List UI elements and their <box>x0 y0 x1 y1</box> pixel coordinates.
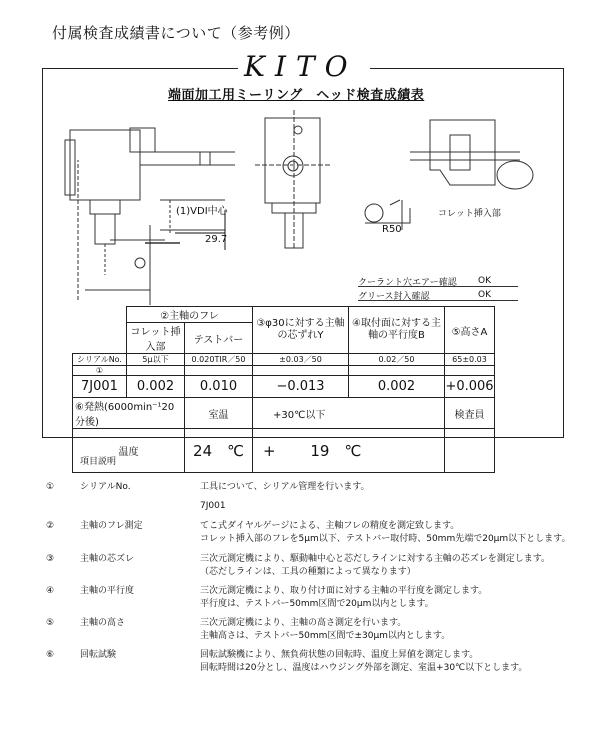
collet-spec: 5μ以下 <box>127 354 185 366</box>
height-value: +0.006 <box>445 376 495 398</box>
inspector-signature-box <box>445 429 495 473</box>
check-divider <box>358 300 518 301</box>
room-temp-label: 室温 <box>185 398 253 429</box>
plus30-label: +30℃以下 <box>253 398 445 429</box>
item-2-line-2: コレット挿入部のフレを5μm以下、テストバー取付時、50mm先端で20μm以下とします。 <box>200 534 571 544</box>
item-1-line-3: 7J001 <box>200 501 226 511</box>
phi30-header: ③φ30に対する主軸の芯ずれY <box>253 307 349 354</box>
page-title: 付属検査成績書について（参考例） <box>52 24 300 42</box>
grease-check-label: グリース封入確認 <box>358 292 430 302</box>
temp-rise-value: 19 ℃ <box>310 442 362 460</box>
item-4-line-2: 平行度は、テストバー50mm区間で20μm以内とします。 <box>200 599 434 609</box>
item-4-num: ④ <box>46 586 55 596</box>
collet-insert-header: コレット挿入部 <box>127 323 185 354</box>
heat-header: ⑥発熱(6000min⁻¹20分後) <box>73 398 185 429</box>
item-6-label: 回転試験 <box>80 650 117 660</box>
height-header: ⑤高さA <box>445 307 495 354</box>
item-1-line-1: 工具について、シリアル管理を行います。 <box>200 482 370 492</box>
item-2-label: 主軸のフレ測定 <box>80 521 143 531</box>
room-temp-value: 24 ℃ <box>185 429 253 473</box>
phi30-value: −0.013 <box>253 376 349 398</box>
serial-header: シリアルNo. <box>73 354 127 366</box>
serial-num: ① <box>73 366 127 376</box>
item-6-line-2: 回転時間は20分とし、温度はハウジング外部を測定、室温+30℃以下とします。 <box>200 663 528 673</box>
item-6-line-1: 回転試験機により、無負荷状態の回転時、温度上昇値を測定します。 <box>200 650 479 660</box>
testbar-spec: 0.020TIR／50 <box>185 354 253 366</box>
parallel-header: ④取付面に対する主軸の平行度B <box>349 307 445 354</box>
item-3-line-1: 三次元測定機により、駆動軸中心と芯だしラインに対する主軸の芯ズレを測定します。 <box>200 554 551 564</box>
coolant-air-check-label: クーラント穴エアー確認 <box>358 278 457 288</box>
parallel-spec: 0.02／50 <box>349 354 445 366</box>
radius-label: R50 <box>382 224 402 235</box>
item-2-line-1: てこ式ダイヤルゲージによる、主軸フレの精度を測定致します。 <box>200 521 460 531</box>
parallel-value: 0.002 <box>349 376 445 398</box>
inspection-table <box>72 306 495 473</box>
front-view-drawing <box>255 110 330 250</box>
temp-rise-cell <box>253 429 445 473</box>
serial-value: 7J001 <box>73 376 127 398</box>
item-5-num: ⑤ <box>46 618 55 628</box>
item-4-line-1: 三次元測定機により、取り付け面に対する主軸の平行度を測定します。 <box>200 586 488 596</box>
collet-value: 0.002 <box>127 376 185 398</box>
phi30-spec: ±0.03／50 <box>253 354 349 366</box>
temperature-label: 温度 <box>73 429 185 473</box>
check-divider <box>358 286 518 287</box>
item-3-line-2: （芯だしラインは、工具の種類によって異なります） <box>200 567 416 577</box>
technical-drawing <box>50 100 560 305</box>
testbar-value: 0.010 <box>185 376 253 398</box>
item-5-line-2: 主軸高さは、テストバー50mm区間で±30μm以内とします。 <box>200 631 451 641</box>
explanation-heading: 項目説明 <box>80 457 117 467</box>
item-3-num: ③ <box>46 554 55 564</box>
plus-sign: + <box>263 442 276 460</box>
item-2-num: ② <box>46 521 55 531</box>
item-1-label: シリアルNo. <box>80 482 131 492</box>
vdi-center-label: (1)VDI中心 <box>176 206 228 217</box>
item-5-label: 主軸の高さ <box>80 618 126 628</box>
item-5-line-1: 三次元測定機により、主軸の高さ測定を行います。 <box>200 618 407 628</box>
dimension-29-7: 29.7 <box>205 234 228 245</box>
inspector-label: 検査員 <box>445 398 495 429</box>
sheet-title: 端面加工用ミーリング ヘッド検査成績表 <box>168 88 425 103</box>
grease-check-value: OK <box>478 290 491 300</box>
coolant-air-check-value: OK <box>478 276 491 286</box>
item-1-num: ① <box>46 482 55 492</box>
item-3-label: 主軸の芯ズレ <box>80 554 135 564</box>
item-6-num: ⑥ <box>46 650 55 660</box>
testbar-header: テストバー <box>185 323 253 354</box>
item-4-label: 主軸の平行度 <box>80 586 135 596</box>
runout-header: ②主軸のフレ <box>127 307 253 323</box>
collet-insert-label: コレット挿入部 <box>438 209 501 219</box>
kito-logo: KITO <box>238 50 370 83</box>
height-spec: 65±0.03 <box>445 354 495 366</box>
